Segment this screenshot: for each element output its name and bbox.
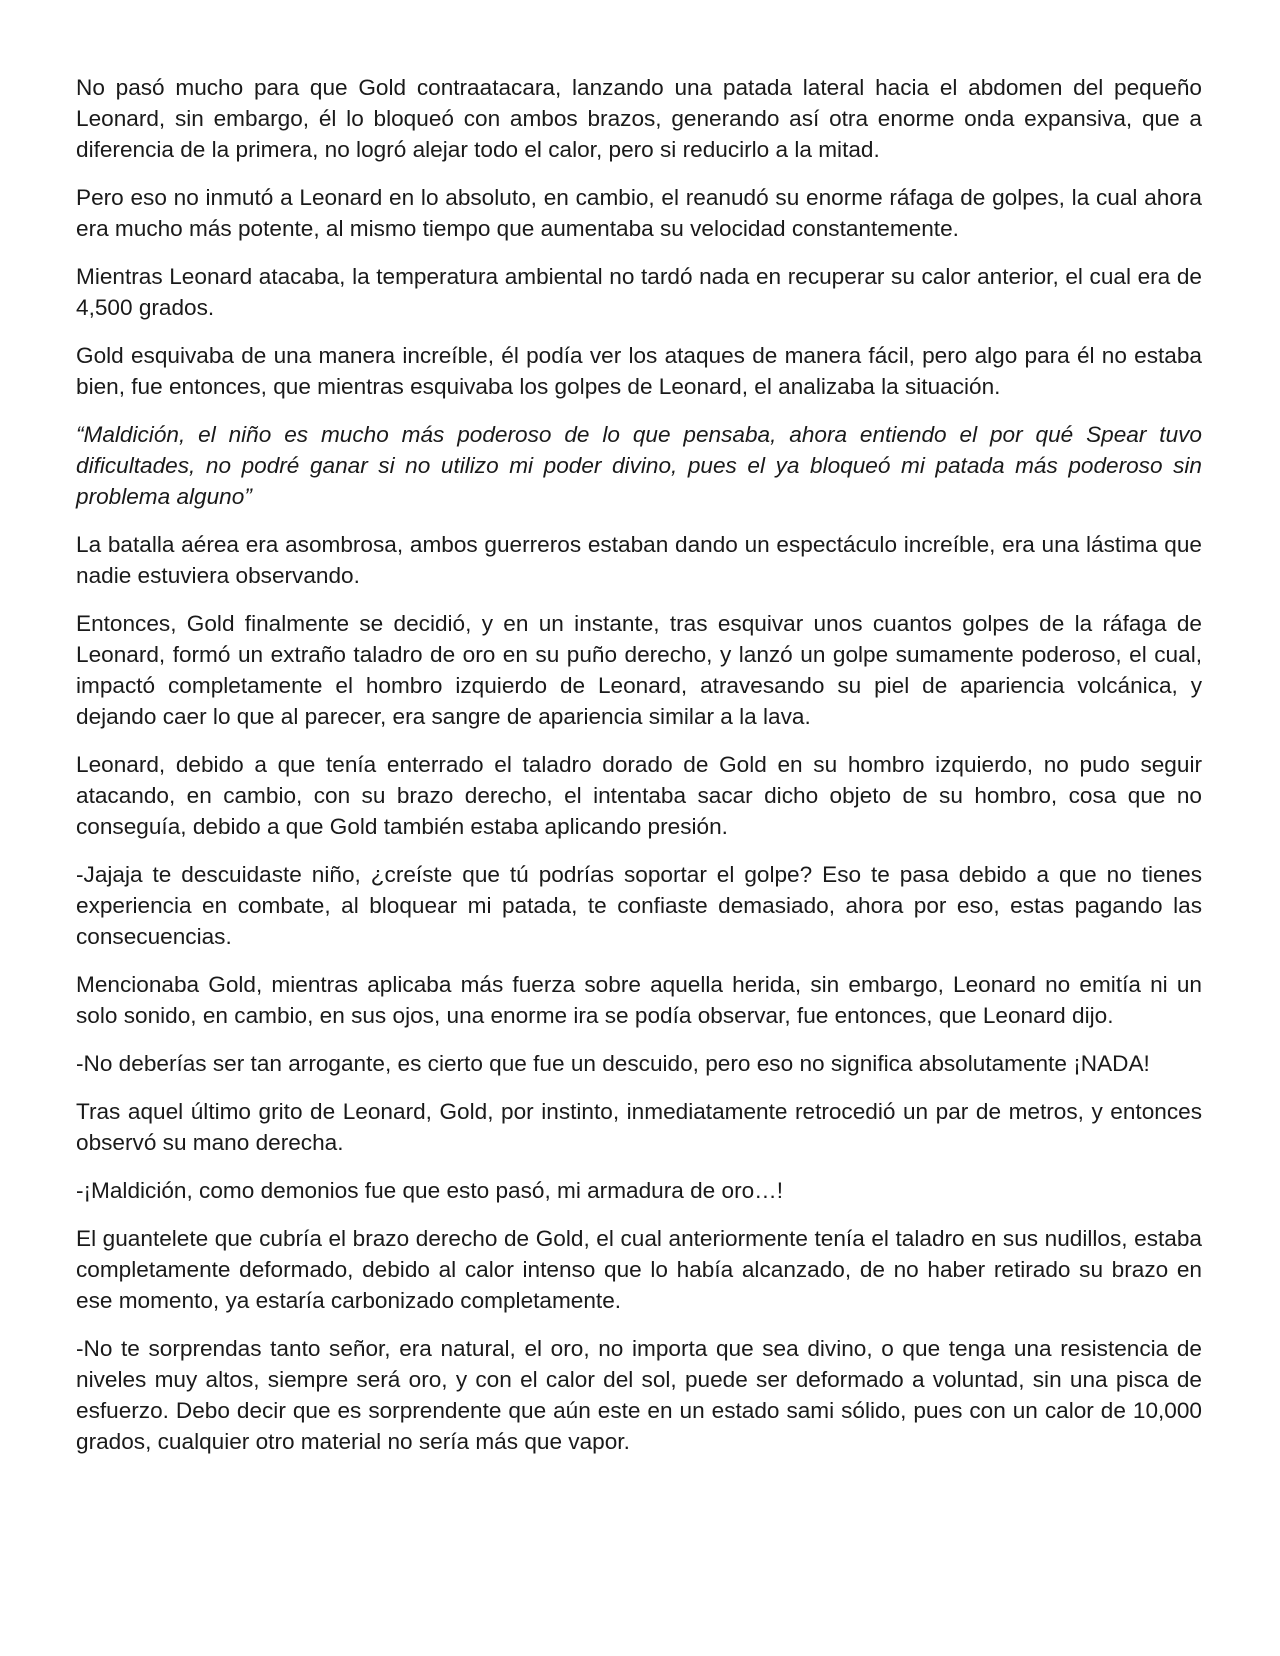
paragraph: Gold esquivaba de una manera increíble, él podía ver los ataques de manera fácil, pero algo para él no estaba bien, fue entonces, que mientras esquivaba los golpes de Leonard, el analizaba la situación. — [76, 343, 1202, 399]
paragraph: No pasó mucho para que Gold contraatacara, lanzando una patada lateral hacia el abdomen del pequeño Leonard, sin embargo, él lo bloqueó con ambos brazos, generando así otra enorme onda expansiva, que a diferencia de la primera, no logró alejar todo el calor, pero si reducirlo a la mitad. — [76, 75, 1202, 162]
dialogue-paragraph: -No deberías ser tan arrogante, es cierto que fue un descuido, pero eso no significa absolutamente ¡NADA! — [76, 1051, 1150, 1076]
dialogue-paragraph: -¡Maldición, como demonios fue que esto pasó, mi armadura de oro…! — [76, 1178, 784, 1203]
paragraph: Entonces, Gold finalmente se decidió, y en un instante, tras esquivar unos cuantos golpes de la ráfaga de Leonard, formó un extraño taladro de oro en su puño derecho, y lanzó un golpe sumamente poderoso, el cual, impactó completamente el hombro izquierdo de Leonard, atravesando su piel de apariencia volcánica, y dejando caer lo que al parecer, era sangre de apariencia similar a la lava. — [76, 611, 1202, 729]
paragraph: Tras aquel último grito de Leonard, Gold, por instinto, inmediatamente retrocedió un par de metros, y entonces observó su mano derecha. — [76, 1099, 1202, 1155]
paragraph: Leonard, debido a que tenía enterrado el taladro dorado de Gold en su hombro izquierdo, no pudo seguir atacando, en cambio, con su brazo derecho, el intentaba sacar dicho objeto de su hombro, cosa que no conseguía, debido a que Gold también estaba aplicando presión. — [76, 752, 1202, 839]
paragraph: Pero eso no inmutó a Leonard en lo absoluto, en cambio, el reanudó su enorme ráfaga de golpes, la cual ahora era mucho más potente, al mismo tiempo que aumentaba su velocidad constantemente. — [76, 185, 1202, 241]
paragraph: Mencionaba Gold, mientras aplicaba más fuerza sobre aquella herida, sin embargo, Leonard no emitía ni un solo sonido, en cambio, en sus ojos, una enorme ira se podía observar, fue entonces, que Leonard dijo. — [76, 972, 1202, 1028]
paragraph: Mientras Leonard atacaba, la temperatura ambiental no tardó nada en recuperar su calor anterior, el cual era de 4,500 grados. — [76, 264, 1202, 320]
paragraph: La batalla aérea era asombrosa, ambos guerreros estaban dando un espectáculo increíble, era una lástima que nadie estuviera observando. — [76, 532, 1202, 588]
italic-thought-paragraph: “Maldición, el niño es mucho más poderoso de lo que pensaba, ahora entiendo el por qué Spear tuvo dificultades, no podré ganar si no utilizo mi poder divino, pues el ya bloqueó mi patada más poderoso sin problema alguno” — [76, 422, 1202, 509]
paragraph: El guantelete que cubría el brazo derecho de Gold, el cual anteriormente tenía el taladro en sus nudillos, estaba completamente deformado, debido al calor intenso que lo había alcanzado, de no haber retirado su brazo en ese momento, ya estaría carbonizado completamente. — [76, 1226, 1202, 1313]
dialogue-paragraph: -No te sorprendas tanto señor, era natural, el oro, no importa que sea divino, o que tenga una resistencia de niveles muy altos, siempre será oro, y con el calor del sol, puede ser deformado a voluntad, sin una pisca de esfuerzo. Debo decir que es sorprendente que aún este en un estado sami sólido, pues con un calor de 10,000 grados, cualquier otro material no sería más que vapor. — [76, 1336, 1202, 1454]
dialogue-paragraph: -Jajaja te descuidaste niño, ¿creíste que tú podrías soportar el golpe? Eso te pasa debido a que no tienes experiencia en combate, al bloquear mi patada, te confiaste demasiado, ahora por eso, estas pagando las consecuencias. — [76, 862, 1202, 949]
